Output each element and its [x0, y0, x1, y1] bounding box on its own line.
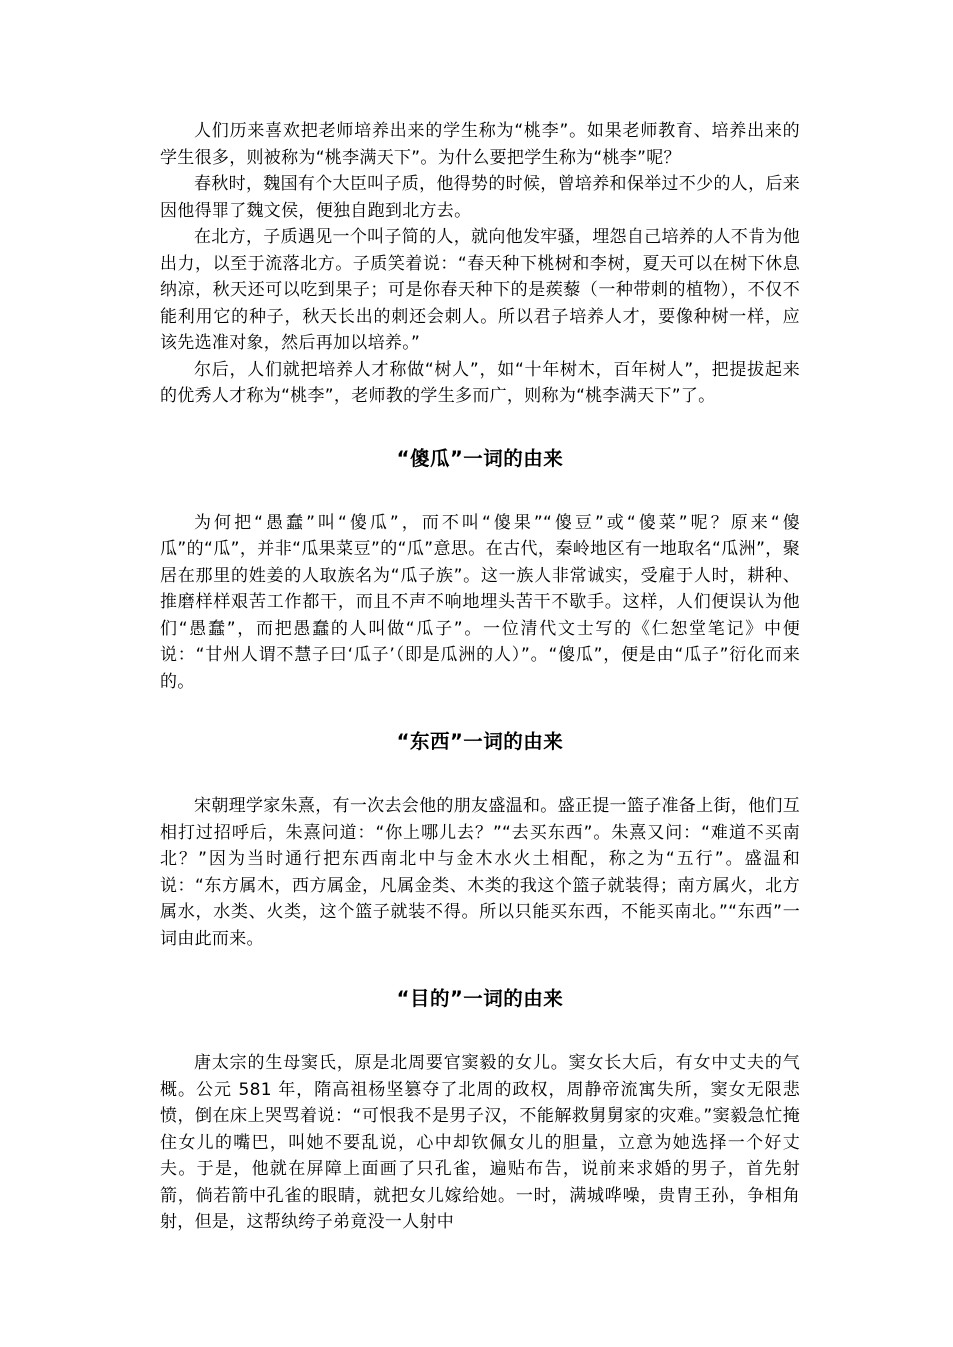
section-taoli: [160, 118, 800, 410]
document-page: [160, 118, 800, 1236]
paragraph: 唐太宗的生母窦氏，原是北周要官窦毅的女儿。窦女长大后，有女中丈夫的气概。公元 581 年，隋高祖杨坚篡夺了北周的政权，周静帝流寓失所，窦女无限悲愤，倒在床上哭骂着说：“可恨我不是男子汉，不能解救舅舅家的灾难。”窦毅急忙掩住女儿的嘴巴，叫她不要乱说，心中却钦佩女儿的胆量，立意为她选择一个好丈夫。于是，他就在屏障上面画了只孔雀，遍贴布告，说前来求婚的男子，首先射箭，倘若箭中孔雀的眼睛，就把女儿嫁给她。一时，满城哗噪，贵胄王孙，争相角射，但是，这帮纨绔子弟竟没一人射中: [160, 1053, 800, 1232]
paragraph: 宋朝理学家朱熹，有一次去会他的朋友盛温和。盛正提一篮子准备上街，他们互相打过招呼后，朱熹问道：“你上哪儿去？”“去买东西”。朱熹又问：“难道不买南北？”因为当时通行把东西南北中与金木水火土相配，称之为“五行”。盛温和说：“东方属木，西方属金，凡属金类、木类的我这个篮子就装得；南方属火，北方属水，水类、火类，这个篮子就装不得。所以只能买东西，不能买南北。”“东西”一词由此而来。: [160, 796, 800, 949]
section-shagua: [160, 444, 800, 696]
section-title: “东西”一词的由来: [396, 730, 564, 753]
section-mudi: [160, 984, 800, 1236]
paragraph: 在北方，子质遇见一个叫子简的人，就向他发牢骚，埋怨自己培养的人不肯为他出力，以至于流落北方。子质笑着说：“春天种下桃树和李树，夏天可以在树下休息纳凉，秋天还可以吃到果子；可是你春天种下的是蒺藜（一种带刺的植物），不仅不能利用它的种子，秋天长出的刺还会刺人。所以君子培养人才，要像种树一样，应该先选准对象，然后再加以培养。”: [160, 227, 800, 353]
section-title: “傻瓜”一词的由来: [396, 446, 564, 470]
paragraph: 人们历来喜欢把老师培养出来的学生称为“桃李”。如果老师教育、培养出来的学生很多，则被称为“桃李满天下”。为什么要把学生称为“桃李”呢？: [160, 121, 800, 168]
section-dongxi: [160, 727, 800, 952]
section-title: “目的”一词的由来: [396, 987, 564, 1010]
paragraph: 春秋时，魏国有个大臣叫子质，他得势的时候，曾培养和保举过不少的人，后来因他得罪了魏文侯，便独自跑到北方去。: [160, 174, 800, 221]
paragraph: 尔后，人们就把培养人才称做“树人”，如“十年树木，百年树人”，把提拔起来的优秀人才称为“桃李”，老师教的学生多而广，则称为“桃李满天下”了。: [160, 359, 800, 406]
paragraph: 为何把“愚蠢”叫“傻瓜”，而不叫“傻果”“傻豆”或“傻菜”呢？原来“傻瓜”的“瓜”，并非“瓜果菜豆”的“瓜”意思。在古代，秦岭地区有一地取名“瓜洲”，聚居在那里的姓姜的人取族名为“瓜子族”。这一族人非常诚实，受雇于人时，耕种、推磨样样艰苦工作都干，而且不声不响地埋头苦干不歇手。这样，人们便误认为他们“愚蠢”，而把愚蠢的人叫做“瓜子”。一位清代文士写的《仁恕堂笔记》中便说：“甘州人谓不慧子曰‘瓜子’（即是瓜洲的人）”。“傻瓜”，便是由“瓜子”衍化而来的。: [160, 512, 800, 692]
